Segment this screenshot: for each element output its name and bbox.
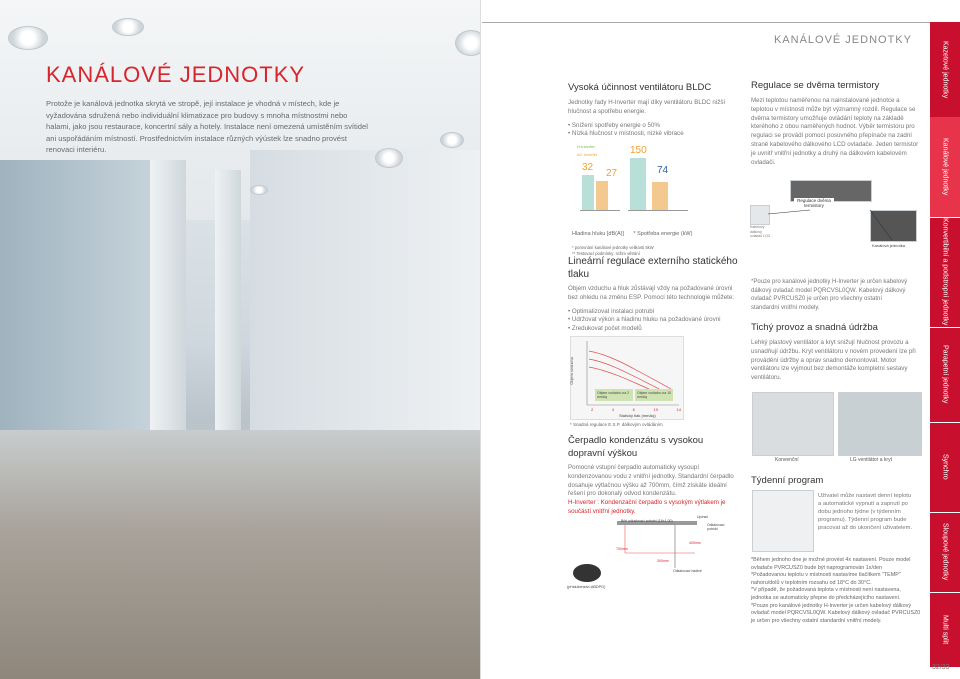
controller-image (752, 490, 814, 552)
tab-konvertibilni[interactable] (930, 217, 960, 328)
fan-bullet: • Nízká hlučnost v místnosti, nízké vibrace (568, 130, 684, 138)
section-header: KANÁLOVÉ JEDNOTKY (773, 34, 912, 46)
esp-note: * Snadná regulace E.S.P. dálkovým ovládáním (570, 422, 663, 427)
tab-kazetove[interactable] (930, 22, 960, 118)
legend-h: H-Inverter (577, 144, 595, 149)
pump-label: Odkalovací hadice (673, 569, 702, 573)
value-label: 32 (582, 162, 594, 173)
pump-section (568, 434, 738, 517)
pump-label: Upínač (697, 515, 709, 519)
pump-label: 300mm (657, 559, 669, 563)
pump-label: (příslušenství-ABDPG) (567, 585, 606, 589)
tab-label: Kazetové jednotky (941, 40, 949, 99)
tab-label: Synchro (941, 454, 949, 480)
esp-box: Objem vzduchu na 10 mmAq (637, 391, 672, 399)
weekly-note: *Během jednoho dne je možné provést 4x nastavení. Pouze model ovladače PVRCUSZ0 bude být naprogramován 1x/den (751, 557, 911, 571)
tab-kanalove[interactable] (930, 117, 960, 218)
tick-label: 14 (676, 407, 681, 412)
quiet-section (751, 322, 921, 383)
window-wall (0, 160, 150, 450)
tab-label: Parapetní jednotky (941, 345, 949, 404)
fan-note: ** Testovací podmínky: režim větrání (572, 250, 640, 256)
fan-caption: LG ventilátor a kryt (850, 457, 892, 463)
thermo-text: Mezi teplotou naměřenou na nainstalované jednotce a teplotou v místnosti může být významný rozdíl. Regulace se dvěma termistory umožňuje ovládání teploty na základě kteréhoho z obou naměřených hodnot. Výběr termistoru pro regulaci se provádí pomocí posuvného přepínače na zadní straně kabelového dálkového LCD ovladače. Jeden termistor je uvnitř vnitřní jednotky a druhý na dálkovém kabelovém ovladači. (751, 97, 919, 166)
value-label: 27 (606, 168, 618, 179)
bar-noise-h (582, 175, 594, 210)
tick-label: 10 (653, 407, 658, 412)
category-tabs (930, 22, 960, 667)
thermo-callout: Regulace dvěma termistory (794, 198, 834, 208)
bar-energy-ac (652, 182, 668, 210)
lcd-label: Kabelový dálkový ovladač LCD (750, 225, 771, 238)
tick-label: 2 (591, 407, 594, 412)
fan-chart (572, 140, 702, 222)
thermo-title: Regulace se dvěma termistory (751, 80, 880, 91)
conventional-fan-image (752, 392, 834, 456)
ceiling-lamp (440, 132, 464, 148)
esp-box: Objem vzduchu na 2 mmAq (597, 391, 630, 399)
ceiling-lamp (250, 185, 268, 195)
quiet-title: Tichý provoz a snadná údržba (751, 322, 878, 333)
bar-energy-h (630, 158, 646, 210)
tab-label: Konvertibilní a podstropní jednotky (941, 218, 949, 326)
pump-label: 700mm (616, 547, 628, 551)
axis-label: Hladina hluku [dB(A)] (572, 231, 624, 237)
weekly-section (751, 475, 921, 486)
weekly-note: *Požadovanou teplotu v místnosti nastavíme tlačítkem "TEMP" nahoru/dolů v teplotním rozsahu od 18°C do 30°C. (751, 572, 901, 586)
tick-label: 6 (632, 407, 635, 412)
tab-label: Sloupové jednotky (941, 523, 949, 581)
value-label: 150 (630, 145, 647, 156)
pump-label: 400mm (689, 541, 701, 545)
header-rule (482, 22, 930, 23)
pump-label: Bílé odkalovací potrubí (16×1.00) (621, 519, 673, 523)
pillar (150, 160, 186, 460)
esp-bullet: • Optimalizovat instalaci potrubí (568, 307, 655, 315)
weekly-text: Uživatel může nastavit denní teplotu a automatické vypnutí a zapnutí po dobu jednoho týdne (v týdenním programu). Týdenní program bude pracovat až do ukončení uživatelem. (818, 493, 913, 531)
axis-label: * Spotřeba energie (kW) (633, 231, 693, 237)
tab-parapetni[interactable] (930, 327, 960, 423)
tab-label: Kanálové jednotky (941, 138, 949, 196)
esp-ylabel: Objem vzduchu (569, 357, 574, 385)
esp-bullet: • Udržovat výkon a hladinu hluku na požadované úrovni (568, 316, 721, 324)
fan-notes (572, 222, 732, 256)
quiet-text: Lehký plastový ventilátor a kryt snižují hlučnost provozu a usnadňují údržbu. Kryt ventilátoru v novém provedení lze při provádění údržby a oprav snadno demontovat. Motor ventilátoru lze vyjmout bez demontáže kompletní sestavy ventilátoru. (751, 339, 916, 382)
fan-title: Vysoká účinnost ventilátoru BLDC (568, 82, 712, 93)
fan-text: Jednotky řady H-Inverter mají díky ventilátoru BLDC nižší hlučnost a spotřebu energie. (568, 99, 726, 115)
page-title: KANÁLOVÉ JEDNOTKY (46, 62, 306, 87)
pump-diagram (565, 513, 735, 593)
ceiling-lamp (455, 30, 480, 56)
floor (0, 430, 480, 679)
esp-section (568, 255, 738, 334)
lg-fan-image (838, 392, 922, 456)
unit-label: Kanálová jednotka (872, 243, 905, 248)
thermo-links (750, 180, 918, 272)
ceiling-lamp (375, 148, 403, 168)
legend-ac: AC Inverter (577, 152, 598, 157)
tab-synchro[interactable] (930, 422, 960, 513)
tab-multi-split[interactable] (930, 592, 960, 667)
fan-caption: Konvenční (775, 457, 799, 463)
bar-noise-ac (596, 181, 608, 210)
esp-title: Lineární regulace externího statického tlaku (568, 256, 738, 280)
pump-label: Odkalovací potrubí (707, 523, 725, 531)
tick-label: 4 (611, 407, 615, 412)
page-number: 32/33 (932, 664, 950, 671)
tab-label: Multi split (941, 614, 949, 645)
weekly-note: *Pouze pro kanálové jednotky H-Inverter je určen kabelový dálkový ovladač model PQRCVSL0QW. Kabelový dálkový ovladač PVRCUSZ0 je určen pro všechny ostatní standardní vnitřní modely. (751, 602, 921, 624)
weekly-title: Týdenní program (751, 475, 824, 486)
tab-sloupove[interactable] (930, 512, 960, 593)
esp-bullet: • Zredukovat počet modelů (568, 325, 642, 333)
pillar (215, 170, 241, 440)
esp-xlabel: Statický tlak (mmAq) (619, 413, 656, 418)
thermo-note: *Pouze pro kanálové jednotky H-Inverter je určen kabelový dálkový ovladač model PQRCVSL0QW. Kabelový dálkový ovladač PVRCUSZ0 je určen pro všechny ostatní standardní vnitřní modely. (751, 279, 908, 311)
left-text-block (40, 62, 370, 156)
value-label: 74 (657, 165, 669, 176)
ceiling-lamp (8, 26, 48, 50)
esp-xticks (591, 407, 681, 412)
pump-title: Čerpadlo kondenzátu s vysokou dopravní výškou (568, 435, 704, 459)
ceiling-lamp (112, 18, 144, 36)
pump-text: Pomocné vstupní čerpadlo automaticky vysoupí kondenzovanou vodu z vnitřní jednotky. Standardní čerpadlo dosahuje výtlačnou výšku až 700mm, čímž získáte ideální řešení pro dokonalý odvod kondenzátu. (568, 464, 734, 498)
thermo-diagram (750, 180, 918, 272)
weekly-note: *V případě, že požadovaná teplota v místnosti není nastavena, jednotka se automaticky přepne do předcházejícího nastavení. (751, 587, 901, 601)
esp-chart (570, 336, 684, 420)
pump-highlight: H-Inverter : Kondenzační čerpadlo s vysokým výtlakem je součástí vnitřní jednotky. (568, 499, 726, 515)
fan-section (568, 82, 738, 139)
spine-divider (480, 0, 481, 679)
fan-note: * porovnání kanálové jednotky velikosti 5kW (572, 245, 654, 250)
weekly-notes (751, 557, 921, 625)
fan-bullet: • Snížení spotřeby energie o 50% (568, 121, 660, 129)
thermo-section (751, 80, 921, 167)
esp-text: Objem vzduchu a hluk zůstávají vždy na požadované úrovni bez ohledu na změnu ESP. Pomocí této technologie můžete: (568, 285, 735, 301)
intro-paragraph: Protože je kanálová jednotka skrytá ve stropě, její instalace je vhodná v místech, kde je vyžadována sdružená nebo individuální klimatizace pro budovy s mnoha místnostmi nebo halami, jako jsou restaurace, koncertní sály a hotely. Instalace není omezená umístěním svítidel ani uspořádáním místností. Prostřednictvím instalace různých výústek lze snadno provést renovaci interiéru. (46, 99, 368, 154)
